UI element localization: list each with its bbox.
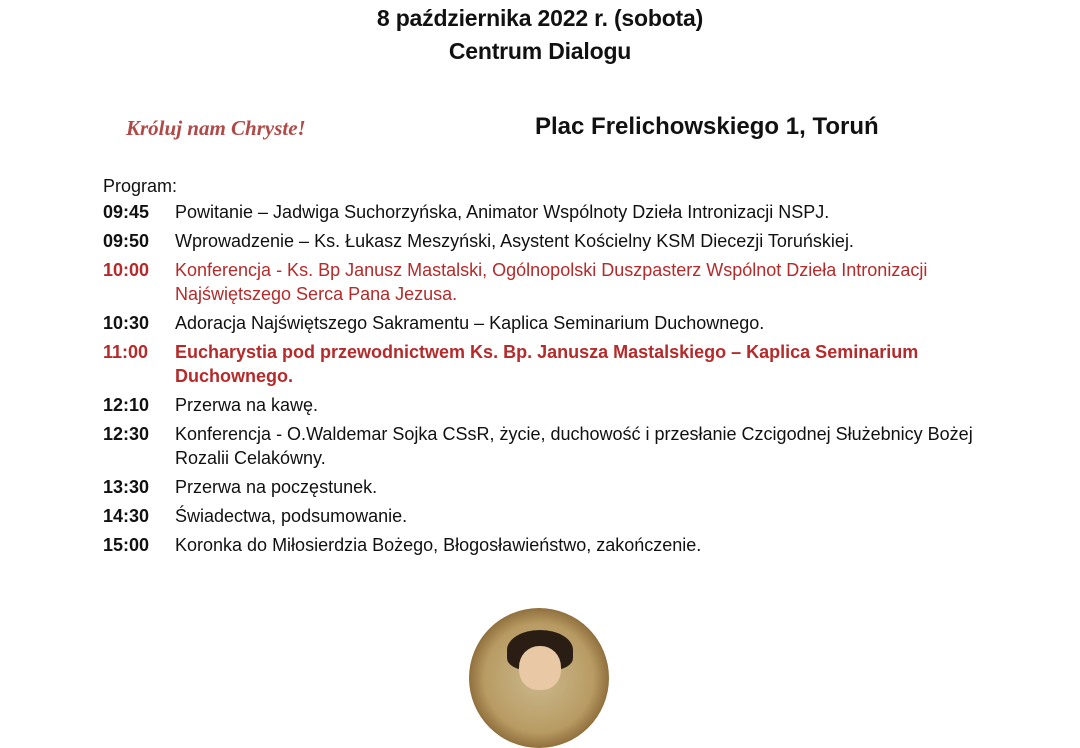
schedule-item [103, 311, 983, 335]
event-address: Plac Frelichowskiego 1, Toruń [535, 113, 879, 140]
schedule-description: Konferencja - O.Waldemar Sojka CSsR, życie, duchowość i przesłanie Czcigodnej Służebnicy Bożej Rozalii Celakówny. [175, 424, 973, 468]
schedule-time: 09:50 [103, 231, 150, 251]
schedule-time: 13:30 [103, 477, 150, 497]
portrait-image [469, 608, 609, 748]
schedule-description: Świadectwa, podsumowanie. [175, 506, 408, 526]
schedule-description: Powitanie – Jadwiga Suchorzyńska, Animator Wspólnoty Dzieła Intronizacji NSPJ. [175, 202, 830, 222]
schedule-item [103, 393, 983, 417]
schedule-time: 10:00 [103, 260, 150, 280]
schedule-item [103, 533, 983, 557]
schedule-time: 14:30 [103, 506, 150, 526]
schedule-description: Przerwa na poczęstunek. [175, 477, 378, 497]
schedule-time: 09:45 [103, 202, 150, 222]
schedule-time: 12:10 [103, 395, 150, 415]
schedule-description: Adoracja Najświętszego Sakramentu – Kaplica Seminarium Duchownego. [175, 313, 765, 333]
schedule-item [103, 200, 983, 224]
schedule-description: Przerwa na kawę. [175, 395, 319, 415]
schedule-item [103, 229, 983, 253]
schedule-time: 15:00 [103, 535, 150, 555]
schedule-item-highlight [103, 258, 983, 306]
schedule-description: Wprowadzenie – Ks. Łukasz Meszyński, Asystent Kościelny KSM Diecezji Toruńskiej. [175, 231, 854, 251]
schedule-item [103, 422, 983, 470]
event-venue: Centrum Dialogu [448, 38, 632, 64]
schedule-time: 10:30 [103, 313, 150, 333]
program-label: Program: [103, 176, 178, 196]
schedule-item [103, 475, 983, 499]
schedule-description: Eucharystia pod przewodnictwem Ks. Bp. Janusza Mastalskiego – Kaplica Seminarium Duchownego. [175, 342, 919, 386]
portrait-face [519, 646, 561, 690]
schedule-description: Konferencja - Ks. Bp Janusz Mastalski, Ogólnopolski Duszpasterz Wspólnot Dzieła Intronizacji Najświętszego Serca Pana Jezusa. [175, 260, 928, 304]
event-date: 8 października 2022 r. (sobota) [376, 5, 704, 31]
schedule-item-highlight [103, 340, 983, 388]
schedule-time: 12:30 [103, 424, 150, 444]
schedule-description: Koronka do Miłosierdzia Bożego, Błogosławieństwo, zakończenie. [175, 535, 702, 555]
schedule-item [103, 504, 983, 528]
schedule-time: 11:00 [103, 342, 149, 362]
schedule-list [103, 200, 983, 562]
motto-text: Króluj nam Chryste! [126, 116, 306, 140]
